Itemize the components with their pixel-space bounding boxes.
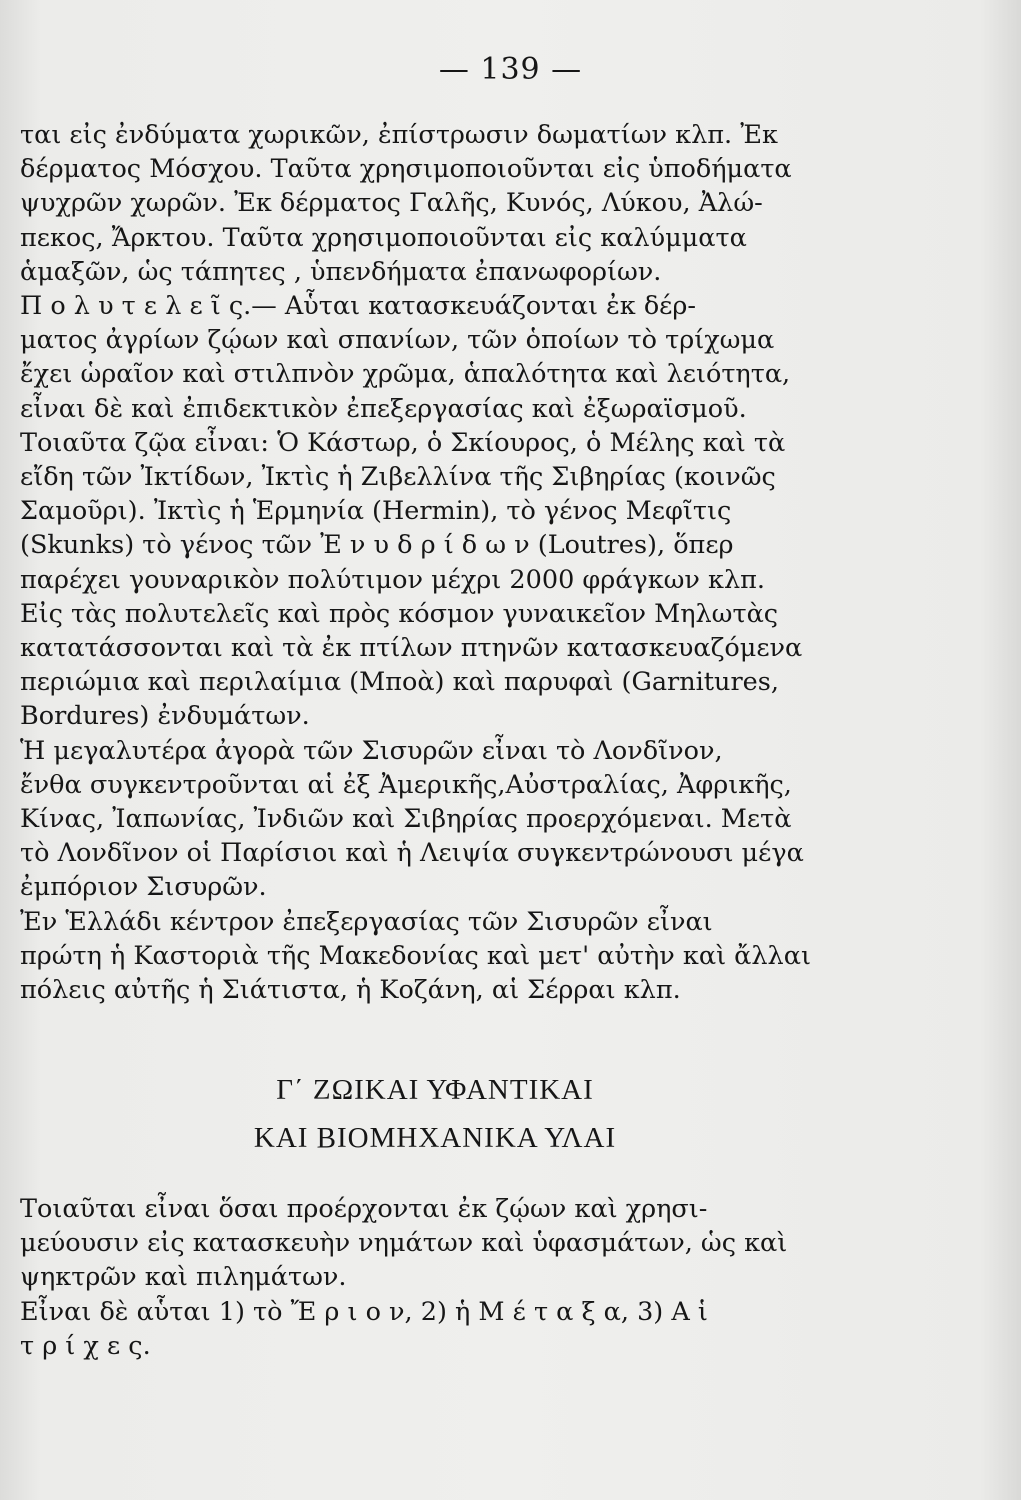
heading-line: ΚΑΙ ΒΙΟΜΗΧΑΝΙΚΑ ΥΛΑΙ	[253, 1122, 617, 1154]
text-line: πρώτη ἡ Καστοριὰ τῆς Μακεδονίας καὶ μετ' αὐτὴν καὶ ἄλλαι	[20, 940, 811, 971]
text-line: δέρματος Μόσχου. Ταῦτα χρησιμοποιοῦνται εἰς ὑποδήματα	[20, 154, 792, 185]
text-line: Εἶναι δὲ αὗται 1) τὸ Ἔ ρ ι ο ν, 2) ἡ Μ έ τ α ξ α, 3) Α ἱ	[20, 1296, 708, 1327]
text-line: κατατάσσονται καὶ τὰ ἐκ πτίλων πτηνῶν κατασκευαζόμενα	[20, 633, 803, 664]
text-line: παρέχει γουναρικὸν πολύτιμον μέχρι 2000 φράγκων κλπ.	[20, 564, 766, 595]
text-line: ψυχρῶν χωρῶν. Ἐκ δέρματος Γαλῆς, Κυνός, Λύκου, Ἀλώ-	[20, 188, 763, 219]
section-body-text	[20, 1192, 850, 1363]
heading-line: Γ΄ ΖΩΙΚΑΙ ΥΦΑΝΤΙΚΑΙ	[276, 1074, 594, 1106]
text-line: Ἐν Ἑλλάδι κέντρον ἐπεξεργασίας τῶν Σισυρῶν εἶναι	[20, 906, 713, 937]
text-line: ἔχει ὡραῖον καὶ στιλπνὸν χρῶμα, ἁπαλότητα καὶ λειότητα,	[20, 359, 791, 390]
page-number: — 139 —	[438, 52, 583, 87]
text-line: Σαμοῦρι). Ἰκτὶς ἡ Ἑρμηνία (Hermin), τὸ γένος Μεφῖτις	[20, 496, 732, 527]
text-line: πόλεις αὐτῆς ἡ Σιάτιστα, ἡ Κοζάνη, αἱ Σέρραι κλπ.	[20, 975, 681, 1006]
text-line: ἁμαξῶν, ὡς τάπητες , ὑπενδήματα ἐπανωφορίων.	[20, 256, 662, 287]
text-line: πεκος, Ἄρκτου. Ταῦτα χρησιμοποιοῦνται εἰς καλύμματα	[20, 222, 747, 253]
text-line: εἶναι δὲ καὶ ἐπιδεκτικὸν ἐπεξεργασίας καὶ ἐξωραϊσμοῦ.	[20, 393, 747, 424]
text-line: περιώμια καὶ περιλαίμια (Μποὰ) καὶ παρυφαὶ (Garnitures,	[20, 667, 779, 698]
text-line: εἴδη τῶν Ἰκτίδων, Ἰκτὶς ἡ Ζιβελλίνα τῆς Σιβηρίας (κοινῶς	[20, 462, 776, 493]
text-line: Κίνας, Ἰαπωνίας, Ἰνδιῶν καὶ Σιβηρίας προερχόμεναι. Μετὰ	[20, 804, 792, 835]
text-line: ἐμπόριον Σισυρῶν.	[20, 872, 267, 903]
text-line: Εἰς τὰς πολυτελεῖς καὶ πρὸς κόσμον γυναικεῖον Μηλωτὰς	[20, 598, 779, 629]
text-line: Τοιαῦτα ζῷα εἶναι: Ὁ Κάστωρ, ὁ Σκίουρος, ὁ Μέλης καὶ τὰ	[20, 427, 786, 458]
text-line: (Skunks) τὸ γένος τῶν Ἐ ν υ δ ρ ί δ ω ν (Loutres), ὅπερ	[20, 530, 734, 561]
text-line: Ἡ μεγαλυτέρα ἀγορὰ τῶν Σισυρῶν εἶναι τὸ Λονδῖνον,	[20, 735, 723, 766]
text-line: τὸ Λονδῖνον οἱ Παρίσιοι καὶ ἡ Λειψία συγκεντρώνουσι μέγα	[20, 838, 804, 869]
text-line: ται εἰς ἐνδύματα χωρικῶν, ἐπίστρωσιν δωματίων κλπ. Ἐκ	[20, 120, 778, 150]
text-line: Π ο λ υ τ ε λ ε ῖ ς.— Αὗται κατασκευάζονται ἐκ δέρ-	[20, 291, 696, 322]
text-line: Bordures) ἐνδυμάτων.	[20, 701, 310, 732]
text-line: ἔνθα συγκεντροῦνται αἱ ἐξ Ἀμερικῆς,Αὐστραλίας, Ἀφρικῆς,	[20, 769, 792, 800]
text-line: τ ρ ί χ ε ς.	[20, 1330, 151, 1361]
body-text-block	[20, 118, 850, 1007]
text-line: ματος ἀγρίων ζῴων καὶ σπανίων, τῶν ὁποίων τὸ τρίχωμα	[20, 325, 775, 356]
section-heading	[20, 1066, 850, 1162]
text-line: Τοιαῦται εἶναι ὅσαι προέρχονται ἐκ ζῴων καὶ χρησι-	[20, 1194, 708, 1224]
text-line: μεύουσιν εἰς κατασκευὴν νημάτων καὶ ὑφασμάτων, ὡς καὶ	[20, 1228, 788, 1259]
text-line: ψηκτρῶν καὶ πιλημάτων.	[20, 1262, 347, 1293]
